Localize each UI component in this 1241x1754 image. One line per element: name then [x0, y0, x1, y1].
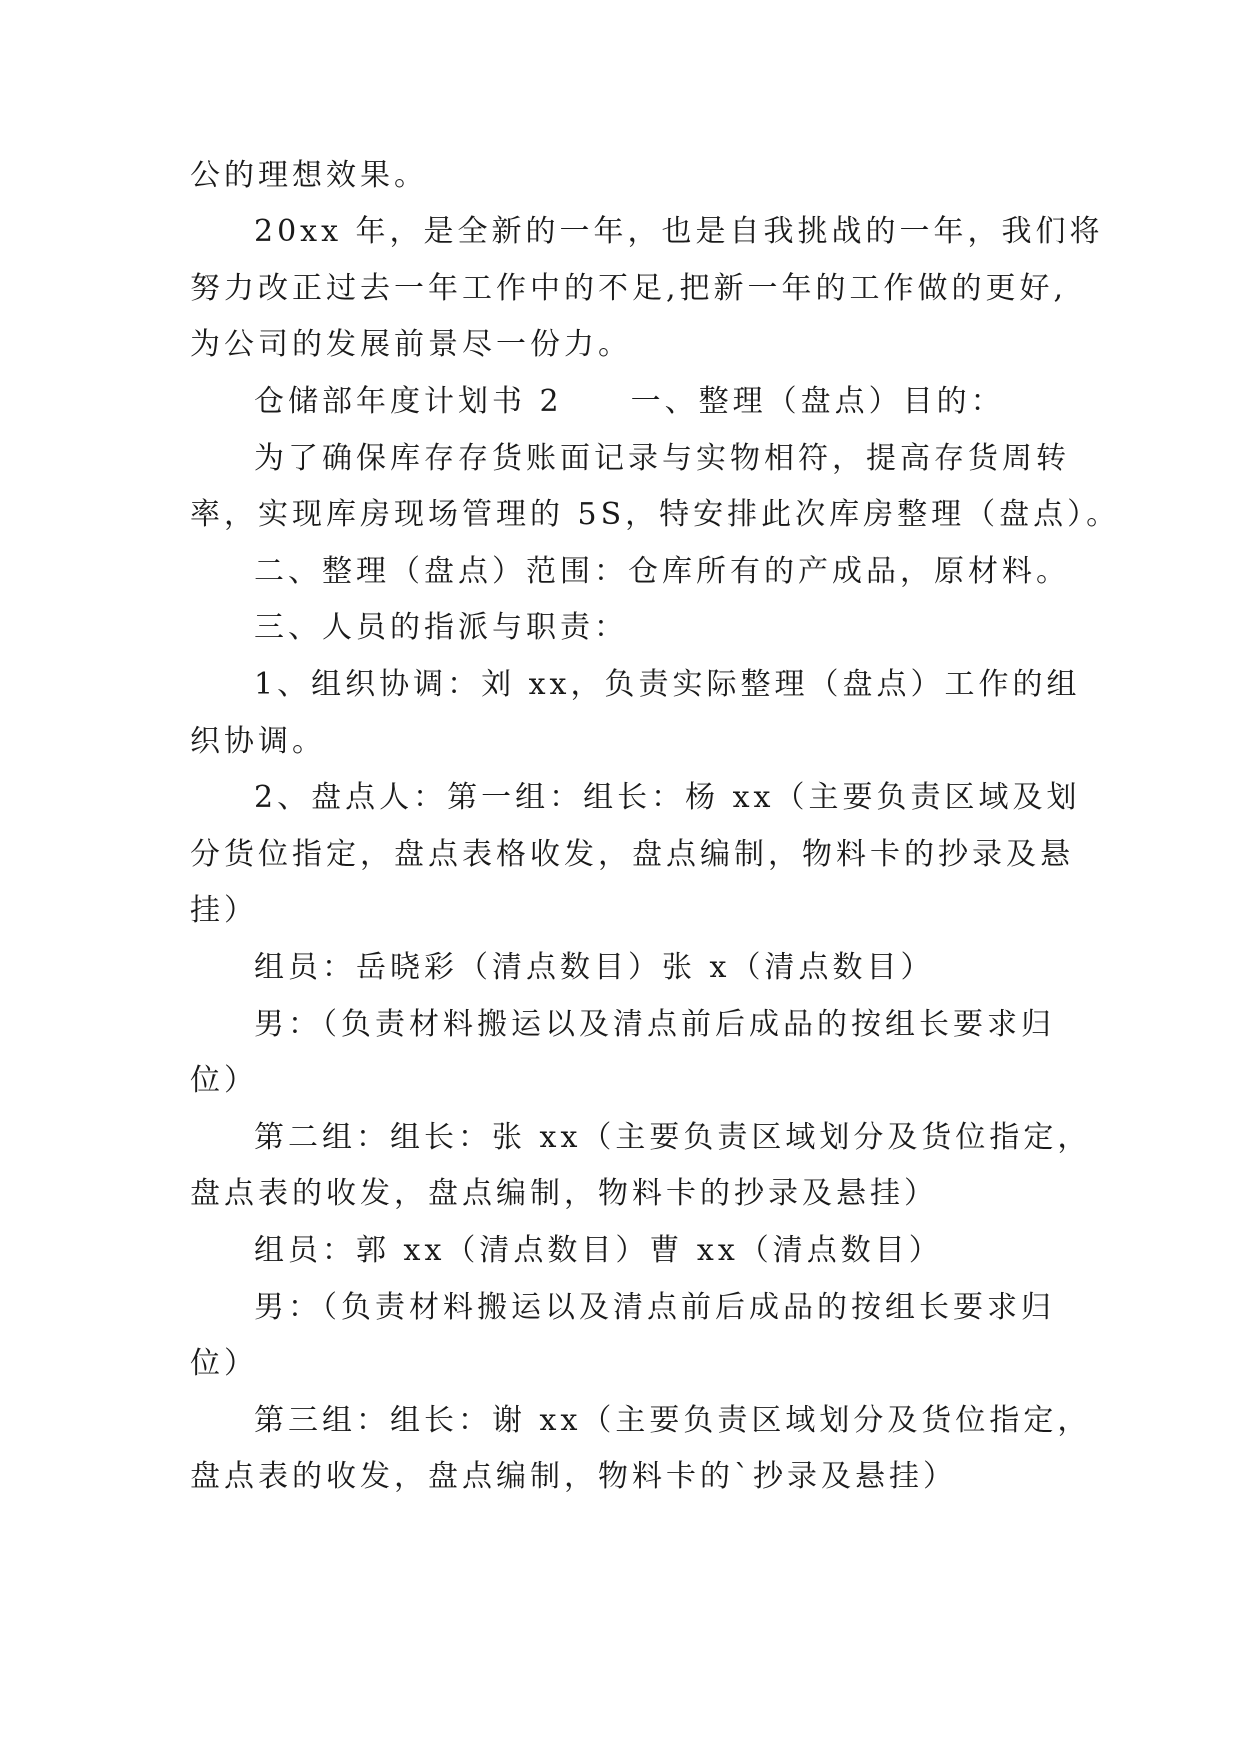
text-line: 为了确保库存存货账面记录与实物相符，提高存货周转 [254, 441, 1070, 476]
text-line: 盘点表的收发，盘点编制，物料卡的`抄录及悬挂） [190, 1459, 957, 1494]
text-line: 位） [190, 1063, 258, 1098]
text-line: 挂） [190, 893, 258, 928]
text-line: 三、人员的指派与职责： [254, 610, 628, 645]
text-line: 位） [190, 1346, 258, 1381]
text-line: 织协调。 [190, 724, 326, 759]
text-line: 男：（负责材料搬运以及清点前后成品的按组长要求归 [254, 1007, 1055, 1042]
text-line: 为公司的发展前景尽一份力。 [190, 327, 632, 362]
text-line: 1、组织协调：刘 xx，负责实际整理（盘点）工作的组 [254, 667, 1081, 702]
text-line: 组员：岳晓彩（清点数目）张 x（清点数目） [254, 950, 935, 985]
text-line: 2、盘点人：第一组：组长：杨 xx（主要负责区域及划 [254, 780, 1081, 815]
text-line: 分货位指定，盘点表格收发，盘点编制，物料卡的抄录及悬 [190, 837, 1074, 872]
text-line: 20xx 年，是全新的一年，也是自我挑战的一年，我们将 [254, 214, 1104, 249]
text-line: 率，实现库房现场管理的 5S，特安排此次库房整理（盘点）。 [190, 497, 1121, 532]
text-line: 第二组：组长：张 xx（主要负责区域划分及货位指定， [254, 1120, 1092, 1155]
text-line: 公的理想效果。 [190, 158, 428, 193]
text-line: 第三组：组长：谢 xx（主要负责区域划分及货位指定， [254, 1403, 1092, 1438]
text-line: 二、整理（盘点）范围：仓库所有的产成品，原材料。 [254, 554, 1070, 589]
text-line: 努力改正过去一年工作中的不足,把新一年的工作做的更好, [190, 271, 1068, 306]
text-line: 仓储部年度计划书 2 一、整理（盘点）目的： [254, 384, 1005, 419]
text-line: 男：（负责材料搬运以及清点前后成品的按组长要求归 [254, 1290, 1055, 1325]
text-line: 盘点表的收发，盘点编制，物料卡的抄录及悬挂） [190, 1176, 938, 1211]
text-line: 组员：郭 xx（清点数目）曹 xx（清点数目） [254, 1233, 943, 1268]
